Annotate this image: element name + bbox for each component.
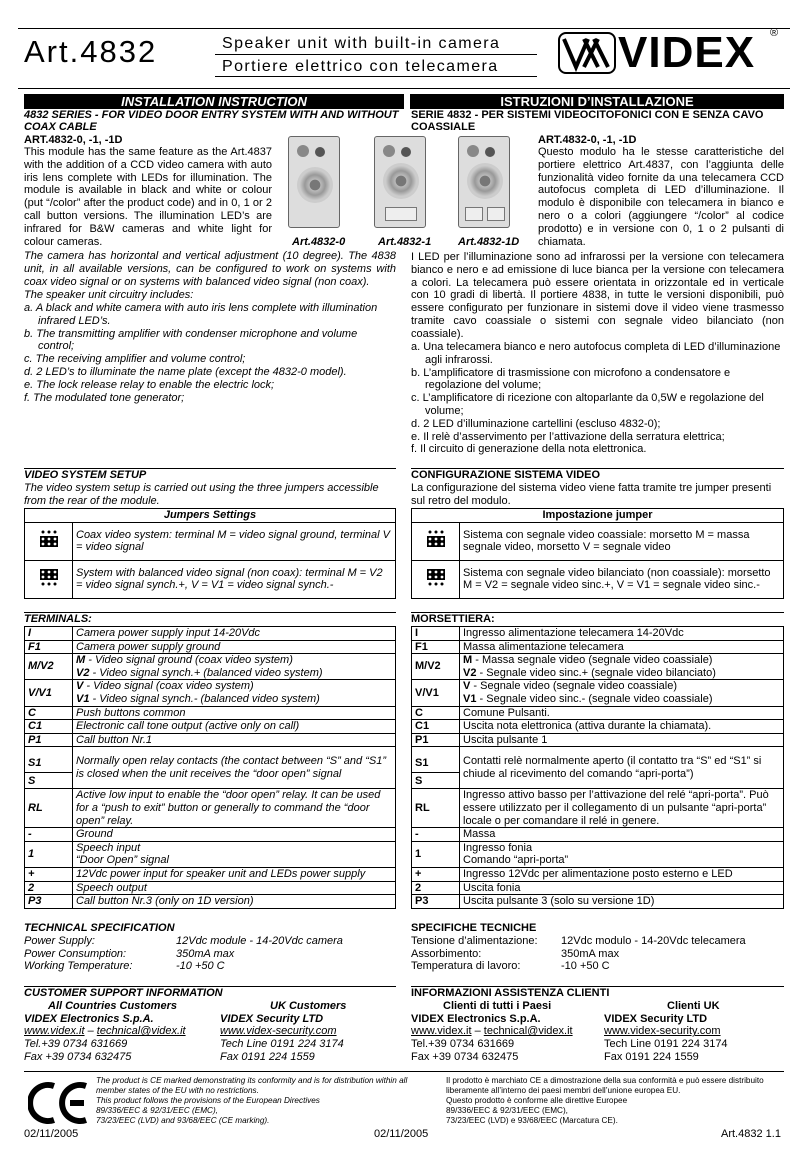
table-row: 1 Ingresso fonia Comando “apri-porta” [412, 841, 784, 867]
it-art-heading: ART.4832-0, -1, -1D [538, 134, 637, 146]
footer-date-mid: 02/11/2005 [374, 1128, 429, 1140]
it-series-heading: SERIE 4832 - PER SISTEMI VIDEOCITOFONICI CON E SENZA CAVO COASSIALE [411, 109, 764, 133]
jumper-balanced-icon [25, 560, 73, 598]
table-row: I Camera power supply input 14-20Vdc [25, 627, 396, 641]
it-jumpers-table [411, 508, 784, 599]
en-series-heading: 4832 SERIES - FOR VIDEO DOOR ENTRY SYSTEM WITH AND WITHOUT COAX CABLE [24, 109, 399, 133]
table-row: P1 Call button Nr.1 [25, 733, 396, 747]
installation-bar: INSTALLATION INSTRUCTION [24, 94, 404, 109]
table-row: S [25, 773, 396, 789]
it-uk-web-link[interactable]: www.videx-security.com [604, 1025, 721, 1038]
jumper-coax-icon [25, 522, 73, 560]
table-row: - Ground [25, 828, 396, 842]
en-video-setup-text: The video system setup is carried out using the three jumpers accessible from the rear of the module. [24, 482, 379, 507]
list-item: a. Una telecamera bianco e nero autofocus completa di LED d’illuminazione agli infrarossi. [411, 341, 781, 366]
en-video-setup-title: VIDEO SYSTEM SETUP [24, 469, 147, 481]
table-row: P3 Call button Nr.3 (only on 1D version) [25, 895, 396, 909]
en-jumpers-table [24, 508, 396, 599]
it-video-setup-title: CONFIGURAZIONE SISTEMA VIDEO [411, 469, 601, 481]
product-images [286, 136, 520, 250]
table-row: V/V1 V - Video signal (coax video system) V1 - Video signal synch.- (balanced video system) [25, 680, 396, 706]
table-row: 2 Speech output [25, 881, 396, 895]
caption-4832-1d: Art.4832-1D [458, 236, 520, 248]
jumper-balanced-icon [412, 560, 460, 598]
it-video-setup-text: La configurazione del sistema video viene fatta tramite tre jumper presenti sul retro del modulo. [411, 482, 772, 507]
table-row: V/V1 V - Segnale video (segnale video coassiale) V1 - Segnale video sinc.- (segnale video coassiale) [412, 680, 784, 706]
jumper-coax-text: Sistema con segnale video coassiale: morsetto M = massa segnale video, morsetto V = segnale video [460, 522, 784, 560]
it-camera-text: I LED per l’illuminazione sono ad infrarossi per la versione con telecamera bianco e nero e ad emissione di luce bianca per la versione con telecamera a colori. La telecamera può essere orientata in orizzontale ed in verticale con 10 gradi di libertà. Il portiere 4838, in tutte le versioni disponibili, può essere configurato per funzionare in sistemi dove il video viene trasmesso tramite cavo coassiale o sistemi con segnale video bilanciato (non coassiale). [411, 251, 784, 340]
table-row: RL Active low input to enable the “door open” relay. It can be used for a “push to exit” button or generally to command the “door open” relay. [25, 789, 396, 828]
table-row: S [412, 773, 784, 789]
jumper-balanced-text: System with balanced video signal (non coax): terminal M = V2 = video signal synch.+, V = V1 = video signal synch.- [73, 560, 396, 598]
en-circuitry-intro: The speaker unit circuitry includes: [24, 289, 194, 301]
list-item: d. 2 LED’s to illuminate the name plate (except the 4832-0 model). [24, 365, 347, 378]
table-row: C1 Electronic call tone output (active only on call) [25, 720, 396, 734]
table-row: C1 Uscita nota elettronica (attiva durante la chiamata). [412, 720, 784, 734]
list-item: e. Il relè d’asservimento per l’attivazione della serratura elettrica; [411, 430, 725, 443]
panel-art-4832-1d [458, 136, 510, 228]
it-ce-text: Il prodotto è marchiato CE a dimostrazione della sua conformità e può essere distribuito liberamente all’interno dei paesi membri dell’unione europea EU. Questo prodotto è conforme alle direttive Europee 89/336/EEC & 92/31/EEC (EMC), 73/23/EEC (LVD) e 93/68/EEC (Marcatura CE). [446, 1076, 764, 1125]
table-row: C Push buttons common [25, 706, 396, 720]
table-row: S1 Contatti relè normalmente aperto (il contatto tra “S” ed “S1” si chiude al ricevimento del comando “apri-porta”) [412, 747, 784, 773]
list-item: b. L’amplificatore di trasmissione con microfono a condensatore e regolazione del volume; [411, 366, 731, 392]
list-item: c. L’amplificatore di ricezione con altoparlante da 0,5W e regolazione del volume; [411, 392, 764, 417]
it-email-link[interactable]: technical@videx.it [483, 1025, 573, 1038]
footer-date-left: 02/11/2005 [24, 1128, 79, 1140]
ce-mark-icon [28, 1080, 90, 1126]
en-intro: This module has the same feature as the Art.4837 with the addition of a CCD video camera with auto iris lens complete with LEDs for illumination. The module is available in black and white or colour (put “/color” after the product code) and in 0, 1 or 2 call button versions. The illumination LED’s are infrared for B&W cameras and white light for colour cameras. [24, 146, 272, 248]
it-web-link[interactable]: www.videx.it [411, 1025, 472, 1038]
table-row: M/V2 M - Video signal ground (coax video system) V2 - Video signal synch.+ (balanced video system) [25, 654, 396, 680]
en-uk-web-link[interactable]: www.videx-security.com [220, 1025, 337, 1038]
caption-4832-1: Art.4832-1 [378, 236, 432, 248]
jumper-coax-text: Coax video system: terminal M = video signal ground, terminal V = video signal [73, 522, 396, 560]
jumper-balanced-text: Sistema con segnale video bilanciato (non coassiale): morsetto M = V2 = segnale video sinc.+, V = V1 = segnale video sinc.- [460, 560, 784, 598]
videx-logo [558, 27, 784, 77]
table-row: M/V2 M - Massa segnale video (segnale video coassiale) V2 - Segnale video sinc.+ (segnale video bilanciato) [412, 654, 784, 680]
list-item: f. Il circuito di generazione della nota elettronica. [411, 443, 647, 456]
it-tech-spec: SPECIFICHE TECNICHE Tensione d’alimentazione: 12Vdc modulo - 14-20Vdc telecamera Assorbimento: 350mA max Temperatura di lavoro: -10 +50 C [411, 922, 746, 973]
table-row: P1 Uscita pulsante 1 [412, 733, 784, 747]
en-terminals-title: TERMINALS: [24, 613, 92, 625]
list-item: e. The lock release relay to enable the electric lock; [24, 378, 275, 391]
footer-revision: Art.4832 1.1 [721, 1128, 781, 1140]
subtitle-en: Speaker unit with built-in camera [222, 35, 501, 52]
it-jumpers-title: Impostazione jumper [412, 509, 784, 523]
table-row: F1 Camera power supply ground [25, 640, 396, 654]
list-item: a. A black and white camera with auto iris lens complete with illumination infrared LED’s. [24, 302, 378, 327]
table-row: 1 Speech input “Door Open” signal [25, 841, 396, 867]
en-jumpers-title: Jumpers Settings [25, 509, 396, 523]
table-row: S1 Normally open relay contacts (the contact between “S” and “S1” is closed when the unit receives the “door open” signal [25, 747, 396, 773]
table-row: P3 Uscita pulsante 3 (solo su versione 1D) [412, 895, 784, 909]
en-web-link[interactable]: www.videx.it [24, 1025, 85, 1038]
en-camera-text: The camera has horizontal and vertical adjustment (10 degree). The 4838 unit, in all available versions, can be configured to work on systems with coax video signal or on systems with balanced video signal (non coax). [24, 250, 396, 288]
brand-text: VIDEX [618, 28, 756, 77]
list-item: f. The modulated tone generator; [24, 391, 185, 404]
en-email-link[interactable]: technical@videx.it [96, 1025, 186, 1038]
en-tech-spec: TECHNICAL SPECIFICATION Power Supply: 12Vdc module - 14-20Vdc camera Power Consumption: 350mA max Working Temperature: -10 +50 C [24, 922, 343, 973]
table-row: C Comune Pulsanti. [412, 706, 784, 720]
panel-art-4832-1 [374, 136, 426, 228]
table-row: F1 Massa alimentazione telecamera [412, 640, 784, 654]
list-item: c. The receiving amplifier and volume control; [24, 353, 246, 366]
en-art-heading: ART.4832-0, -1, -1D [24, 134, 123, 146]
panel-art-4832-0 [288, 136, 340, 228]
caption-4832-0: Art.4832-0 [292, 236, 346, 248]
en-support: CUSTOMER SUPPORT INFORMATION All Countries Customers UK Customers VIDEX Electronics S.p.A. VIDEX Security LTD www.videx.it – technical@videx.it www.videx-security.com Tel.+39 0734 631669 Tech Line 0191 224 3174 Fax +39 0734 632475 Fax 0191 224 1559 [24, 987, 347, 1063]
it-intro: Questo modulo ha le stesse caratteristiche del portiere elettrico Art.4837, con l’aggiunta delle funzionalità video fornite da una telecamera CCD autofocus completa di LED d’illuminazione. Il modulo è disponibile con telecamera in bianco e nero o a colori (aggiungere “/color” al codice prodotto) e in versione con 0, 1 o 2 pulsanti di chiamata. [538, 146, 784, 248]
list-item: b. The transmitting amplifier with condenser microphone and volume control; [24, 327, 358, 353]
table-row: + 12Vdc power input for speaker unit and LEDs power supply [25, 867, 396, 881]
table-row: 2 Uscita fonia [412, 881, 784, 895]
subtitle-it: Portiere elettrico con telecamera [222, 58, 499, 75]
it-circuitry-list [411, 341, 784, 456]
istruzioni-bar: ISTRUZIONI D’INSTALLAZIONE [410, 94, 784, 109]
it-terminals-title: MORSETTIERA: [411, 613, 495, 625]
list-item: d. 2 LED d’illuminazione cartellini (escluso 4832-0); [411, 417, 661, 430]
it-terminals-table [411, 626, 784, 909]
table-row: - Massa [412, 828, 784, 842]
it-support: INFORMAZIONI ASSISTENZA CLIENTI Clienti di tutti i Paesi Clienti UK VIDEX Electronics S.p.A. VIDEX Security LTD www.videx.it – technical@videx.it www.videx-security.com Tel.+39 0734 631669 Tech Line 0191 224 3174 Fax +39 0734 632475 Fax 0191 224 1559 [411, 987, 728, 1063]
jumper-coax-icon [412, 522, 460, 560]
en-circuitry-list [24, 302, 396, 404]
registered-mark: ® [770, 27, 779, 39]
table-row: I Ingresso alimentazione telecamera 14-20Vdc [412, 627, 784, 641]
table-row: + Ingresso 12Vdc per alimentazione posto esterno e LED [412, 867, 784, 881]
en-terminals-table [24, 626, 396, 909]
en-ce-text: The product is CE marked demonstrating its conformity and is for distribution within all member states of the EU with no restrictions. This product follows the provisions of the European Directives 89/336/EEC & 92/31/EEC (EMC), 73/23/EEC (LVD) and 93/68/EEC (CE marking). [96, 1076, 408, 1125]
page-title: Art.4832 [24, 34, 158, 69]
table-row: RL Ingresso attivo basso per l’attivazione del relé “apri-porta”. Può essere utilizzato per il collegamento di un pulsante “apri-porta” locale o per comandare il relé in genere. [412, 789, 784, 828]
